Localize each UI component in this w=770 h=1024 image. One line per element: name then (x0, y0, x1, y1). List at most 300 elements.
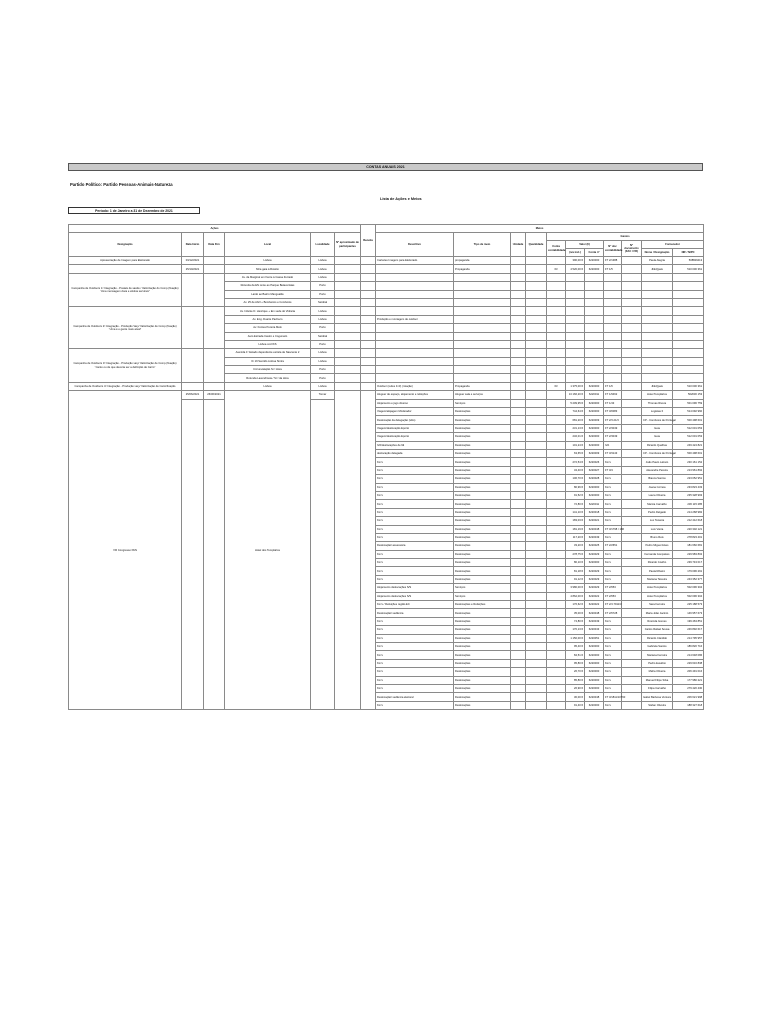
means-account (547, 567, 566, 575)
action-start-date: 03/12/2021 (182, 257, 204, 265)
means-value: 63,65 € (566, 449, 585, 457)
means-doc-number (622, 676, 642, 684)
supplier-name (642, 324, 673, 332)
means-account (547, 332, 566, 340)
means-type: propaganda (454, 257, 511, 265)
action-participants (335, 374, 361, 382)
means-account-number (585, 315, 604, 323)
means-quantity (526, 634, 547, 642)
means-value: 170,13 € (566, 626, 585, 634)
means-type: Deslocações (454, 458, 511, 466)
means-quantity (526, 265, 547, 273)
means-type (454, 298, 511, 306)
supplier-name (642, 332, 673, 340)
action-local: Rotunda da EN rente ao Parque Belaveristas (225, 282, 311, 290)
means-description (376, 340, 454, 348)
means-quantity (526, 701, 547, 709)
means-account (547, 642, 566, 650)
means-description: Km's / Refeições região EC (376, 601, 454, 609)
means-unit (511, 701, 526, 709)
means-document: Km's (604, 651, 622, 659)
means-account (547, 391, 566, 399)
action-local: Auto Estrada Castro e Cogumelo (225, 332, 311, 340)
supplier-name: Thomas Rivera (642, 399, 673, 407)
means-value: 4 862,00 € (566, 592, 585, 600)
means-quantity (526, 416, 547, 424)
means-value: 80,10 € (566, 559, 585, 567)
means-quantity (526, 298, 547, 306)
means-document (604, 357, 622, 365)
party-name: Partido Político: Partido Pessoas-Animais-Natureza (70, 182, 173, 187)
means-description: Outdoor (redes 4×3) (rotação) (376, 382, 454, 390)
action-localidade: Lisboa (311, 315, 335, 323)
means-document: FT 2/1388 (604, 257, 622, 265)
supplier-name: Mariana Ferreira (642, 651, 673, 659)
action-receita (361, 282, 376, 290)
means-description (376, 349, 454, 357)
means-type: Deslocações (454, 475, 511, 483)
action-receita (361, 374, 376, 382)
means-quantity (526, 332, 547, 340)
means-account (547, 508, 566, 516)
means-type (454, 357, 511, 365)
supplier-nif: 502030 153 (673, 391, 704, 399)
means-value: 231,13 € (566, 424, 585, 432)
means-account (547, 617, 566, 625)
means-account-number: 6220022 (585, 592, 604, 600)
means-doc-number (622, 282, 642, 290)
header-designacao: Designação (69, 233, 182, 257)
action-participants (335, 366, 361, 374)
means-type: Deslocações (454, 642, 511, 650)
means-doc-number (622, 500, 642, 508)
means-doc-number (622, 290, 642, 298)
supplier-nif: 220 302 121 (673, 525, 704, 533)
means-document (604, 273, 622, 281)
means-type: Propaganda (454, 265, 511, 273)
means-description: Alojamento deslocações S/S (376, 584, 454, 592)
means-account-number: 6220018 (585, 508, 604, 516)
means-description: Km's (376, 500, 454, 508)
action-localidade: Setúbal (311, 332, 335, 340)
supplier-nif: 213 961 892 (673, 466, 704, 474)
means-document: IVA (604, 441, 622, 449)
supplier-name: Fernanda Gonçalves (642, 550, 673, 558)
supplier-nif: 236 115 285 (673, 500, 704, 508)
means-type (454, 349, 511, 357)
action-localidade: Porto (311, 324, 335, 332)
supplier-nif: 181 660 681 (673, 542, 704, 550)
means-type (454, 315, 511, 323)
supplier-nif: 246 892 617 (673, 626, 704, 634)
means-quantity (526, 584, 547, 592)
means-unit (511, 298, 526, 306)
means-account (547, 357, 566, 365)
supplier-name: Sara Ferreira (642, 601, 673, 609)
action-participants (335, 324, 361, 332)
means-unit (511, 592, 526, 600)
means-account-number: 6220049 (585, 617, 604, 625)
supplier-nif: 223 052 951 (673, 475, 704, 483)
action-localidade: Porto (311, 282, 335, 290)
means-type: Deslocações (454, 626, 511, 634)
means-quantity (526, 399, 547, 407)
means-account-number: 6220000 (585, 668, 604, 676)
action-participants (335, 273, 361, 281)
header-nome: Nome / Designação (642, 249, 673, 257)
means-doc-number (622, 399, 642, 407)
supplier-name: Hotel Templários (642, 592, 673, 600)
means-unit (511, 466, 526, 474)
action-local: Av. Eng. Duarte Pacheco (225, 315, 311, 323)
means-doc-number (622, 701, 642, 709)
supplier-nif: 279 420 430 (673, 684, 704, 692)
supplier-name: Paula Alegria (642, 257, 673, 265)
supplier-name (642, 366, 673, 374)
means-account-number: 6220000 (585, 701, 604, 709)
means-quantity (526, 525, 547, 533)
sheet-title: CONTAS ANUAIS 2021 (68, 163, 703, 171)
means-account-number: 6220029 (585, 567, 604, 575)
means-type: Deslocações (454, 449, 511, 457)
means-account-number: 6220029 (585, 575, 604, 583)
means-account-number: 6220048 (585, 609, 604, 617)
supplier-nif: 214 795 957 (673, 634, 704, 642)
means-unit (511, 433, 526, 441)
means-quantity (526, 626, 547, 634)
means-value (566, 282, 585, 290)
means-unit (511, 340, 526, 348)
means-unit (511, 668, 526, 676)
means-type: Deslocações (454, 559, 511, 567)
supplier-name: Logistas II (642, 408, 673, 416)
means-description: Km's (376, 659, 454, 667)
table-row (69, 349, 704, 357)
means-account-number: 6220028 (585, 475, 604, 483)
means-account-number: 6220022 (585, 601, 604, 609)
supplier-name: JbEQpais (642, 382, 673, 390)
means-description: Viagem/alojagem Moderador (376, 408, 454, 416)
means-quantity (526, 617, 547, 625)
header-data-fim: Data Fim (204, 233, 225, 257)
header-local: Local (225, 233, 311, 257)
means-unit (511, 642, 526, 650)
means-doc-number (622, 575, 642, 583)
means-account (547, 416, 566, 424)
means-document: FT 3/1798 / 186 (604, 525, 622, 533)
supplier-name: Pedro Miguel Alves (642, 542, 673, 550)
means-document: Km's (604, 517, 622, 525)
means-doc-number (622, 416, 642, 424)
means-doc-number (622, 458, 642, 466)
means-document: FT 1/43 (604, 399, 622, 407)
supplier-name: Stefan Oliveira (642, 701, 673, 709)
supplier-nif (673, 332, 704, 340)
means-value: 5 209,95 € (566, 399, 585, 407)
means-quantity (526, 366, 547, 374)
means-account-number: 6220009 (585, 416, 604, 424)
means-quantity (526, 273, 547, 281)
means-type: Deslocações (454, 634, 511, 642)
means-type: Deslocações (454, 466, 511, 474)
supplier-name: Pedro Eusébio (642, 659, 673, 667)
means-document (604, 315, 622, 323)
means-quantity (526, 374, 547, 382)
supplier-name (642, 273, 673, 281)
supplier-name: Lux Teixeira (642, 517, 673, 525)
means-unit (511, 609, 526, 617)
means-account (547, 592, 566, 600)
means-type: Aluguer sala e serviços (454, 391, 511, 399)
means-value: 183,03 € (566, 517, 585, 525)
action-designation: Campanha de Outdoors 1ª Integração - Postais de saúde / Valorização do Comp.(fixação) “Uma mensagem clara e efetiva serviram” (69, 273, 182, 307)
header-localidade: Localidade (311, 233, 335, 257)
table-row (69, 265, 704, 273)
header-data-inicio: Data Início (182, 233, 204, 257)
means-document: Km's (604, 567, 622, 575)
means-value (566, 332, 585, 340)
means-value: 232,01 € (566, 433, 585, 441)
means-quantity (526, 282, 547, 290)
means-doc-number (622, 567, 642, 575)
means-doc-number (622, 357, 642, 365)
means-value: 278,75 € (566, 550, 585, 558)
action-participants (335, 265, 361, 273)
supplier-name (642, 290, 673, 298)
means-account (547, 701, 566, 709)
means-quantity (526, 567, 547, 575)
action-receita (361, 366, 376, 374)
table-row (69, 307, 704, 315)
means-description (376, 282, 454, 290)
means-account (547, 483, 566, 491)
means-account-number (585, 357, 604, 365)
means-doc-number (622, 642, 642, 650)
means-value: 84,51 € (566, 651, 585, 659)
header-unidade: Unidade (511, 233, 526, 257)
action-designation: Apresentação de Imagem para Eleitorado (69, 257, 182, 265)
means-account (547, 559, 566, 567)
means-document: FT 2/3049 (604, 424, 622, 432)
means-unit (511, 366, 526, 374)
means-document: FT 3/0083 (604, 408, 622, 416)
means-value: 91,40 € (566, 701, 585, 709)
supplier-nif (673, 366, 704, 374)
header-tipo-meio: Tipo de meio (454, 233, 511, 257)
means-account-number (585, 307, 604, 315)
means-value (566, 298, 585, 306)
means-type: Deslocações (454, 416, 511, 424)
means-description: Km's (376, 483, 454, 491)
action-designation: Campanha de Outdoors 2ª Integração - Produção Vary/ Valorização de Comp.(fixação) “Uma é e gente mais atual” (69, 307, 182, 349)
means-type: Deslocações (454, 500, 511, 508)
means-description: Deslocação/ sedância (376, 609, 454, 617)
means-type: Deslocações (454, 491, 511, 499)
action-local: Avenida 1º Estado dependente estrela de Nascente 2 (225, 349, 311, 357)
means-document: Km's (604, 701, 622, 709)
means-account (547, 651, 566, 659)
supplier-nif: 502 096 304 (673, 592, 704, 600)
means-account-number: 6220029 (585, 584, 604, 592)
action-local: Lisboa (225, 257, 311, 265)
supplier-nif: 508829413 (673, 257, 704, 265)
action-localidade: Porto (311, 290, 335, 298)
means-account (547, 315, 566, 323)
means-value (566, 340, 585, 348)
means-unit (511, 601, 526, 609)
means-type: Deslocações (454, 684, 511, 692)
means-account (547, 449, 566, 457)
action-designation (69, 265, 182, 273)
means-quantity (526, 290, 547, 298)
means-account-number (585, 366, 604, 374)
means-unit (511, 449, 526, 457)
means-account-number: 6220049 (585, 533, 604, 541)
supplier-name: Geia (642, 424, 673, 432)
means-quantity (526, 424, 547, 432)
means-unit (511, 399, 526, 407)
means-type: Deslocações (454, 701, 511, 709)
congress-receita (361, 391, 376, 710)
supplier-name: JbEQpais (642, 265, 673, 273)
sheet-subtitle: Lista de Ações e Meios (380, 197, 422, 201)
header-iva: (iva incl.) (566, 249, 585, 257)
means-account-number: 6220051 (585, 634, 604, 642)
means-document: Km's (604, 491, 622, 499)
means-type: Deslocações (454, 617, 511, 625)
means-quantity (526, 257, 547, 265)
means-unit (511, 408, 526, 416)
action-participants (335, 357, 361, 365)
means-quantity (526, 382, 547, 390)
means-doc-number (622, 433, 642, 441)
means-unit (511, 374, 526, 382)
means-account-number: 6220000 (585, 399, 604, 407)
means-type: Deslocações (454, 525, 511, 533)
supplier-nif (673, 290, 704, 298)
means-doc-number (622, 273, 642, 281)
action-local: Av. Fontes Pereira Melo (225, 324, 311, 332)
means-type: Deslocações (454, 575, 511, 583)
means-doc-number (622, 391, 642, 399)
action-participants (335, 340, 361, 348)
means-doc-number (622, 374, 642, 382)
means-type: Deslocações (454, 533, 511, 541)
means-value: 33,20 € (566, 542, 585, 550)
supplier-name: Pedro Delgado (642, 508, 673, 516)
supplier-nif: 502 096 304 (673, 584, 704, 592)
means-account-number: 6220000 (585, 676, 604, 684)
means-description: Km's (376, 458, 454, 466)
means-account (547, 366, 566, 374)
congress-participants (335, 391, 361, 710)
header-valor: Valor (€) (566, 241, 604, 249)
action-receita (361, 349, 376, 357)
header-doc-contab: Nº doc contabilidade (604, 241, 622, 257)
means-account-number (585, 282, 604, 290)
means-value: 85,80 € (566, 676, 585, 684)
supplier-nif (673, 298, 704, 306)
means-type: Deslocações (454, 433, 511, 441)
means-value: 141,10 € (566, 508, 585, 516)
means-value: 117,20 € (566, 533, 585, 541)
means-account (547, 282, 566, 290)
action-start-date (182, 382, 204, 390)
supplier-nif: 500 498 601 (673, 449, 704, 457)
supplier-nif: 512 001 053 (673, 424, 704, 432)
means-unit (511, 290, 526, 298)
means-account (547, 500, 566, 508)
means-description: Km's (376, 466, 454, 474)
means-type: Serviços (454, 584, 511, 592)
means-unit (511, 257, 526, 265)
means-document: Km's (604, 458, 622, 466)
action-receita (361, 324, 376, 332)
supplier-nif: 214 648 086 (673, 651, 704, 659)
means-doc-number (622, 684, 642, 692)
action-end-date (204, 382, 225, 390)
means-account-number (585, 349, 604, 357)
means-type: Deslocações (454, 424, 511, 432)
means-account-number: 6220000 (585, 433, 604, 441)
means-document: Km's (604, 559, 622, 567)
means-unit (511, 659, 526, 667)
header-fornecedor: Fornecedor (642, 241, 704, 249)
means-account (547, 424, 566, 432)
means-doc-number (622, 634, 642, 642)
means-type (454, 290, 511, 298)
means-type: Deslocações (454, 508, 511, 516)
supplier-name: Ricardo Coelho (642, 559, 673, 567)
means-document: Km's (604, 668, 622, 676)
means-value (566, 324, 585, 332)
means-value: 80,96 € (566, 483, 585, 491)
means-doc-number (622, 483, 642, 491)
means-document: Km's (604, 642, 622, 650)
means-quantity (526, 357, 547, 365)
means-type: Deslocações (454, 408, 511, 416)
means-quantity (526, 693, 547, 701)
supplier-nif: 512 001 053 (673, 433, 704, 441)
header-conta-n: Conta nº (585, 249, 604, 257)
means-type: Deslocações (454, 668, 511, 676)
means-value: 91,12 € (566, 575, 585, 583)
means-account-number (585, 374, 604, 382)
means-value: 4 520,00 € (566, 265, 585, 273)
means-document: FT 2/653 (604, 592, 622, 600)
means-description (376, 290, 454, 298)
header-gastos: Gastos (547, 233, 704, 241)
means-document: FT 2/3.21/3 (604, 416, 622, 424)
means-doc-number (622, 340, 642, 348)
action-participants (335, 315, 361, 323)
supplier-name: Mafra Oliveira (642, 668, 673, 676)
means-document: FT 1/6 (604, 382, 622, 390)
supplier-nif (673, 273, 704, 281)
means-type: Deslocações (454, 517, 511, 525)
supplier-name (642, 374, 673, 382)
means-doc-number (622, 475, 642, 483)
means-unit (511, 265, 526, 273)
supplier-name: Laura Oliveira (642, 491, 673, 499)
means-account: 63 (547, 265, 566, 273)
means-account (547, 668, 566, 676)
means-quantity (526, 542, 547, 550)
means-document: FT 2/653 (604, 584, 622, 592)
means-description: Km's (376, 575, 454, 583)
action-participants (335, 298, 361, 306)
means-account (547, 693, 566, 701)
